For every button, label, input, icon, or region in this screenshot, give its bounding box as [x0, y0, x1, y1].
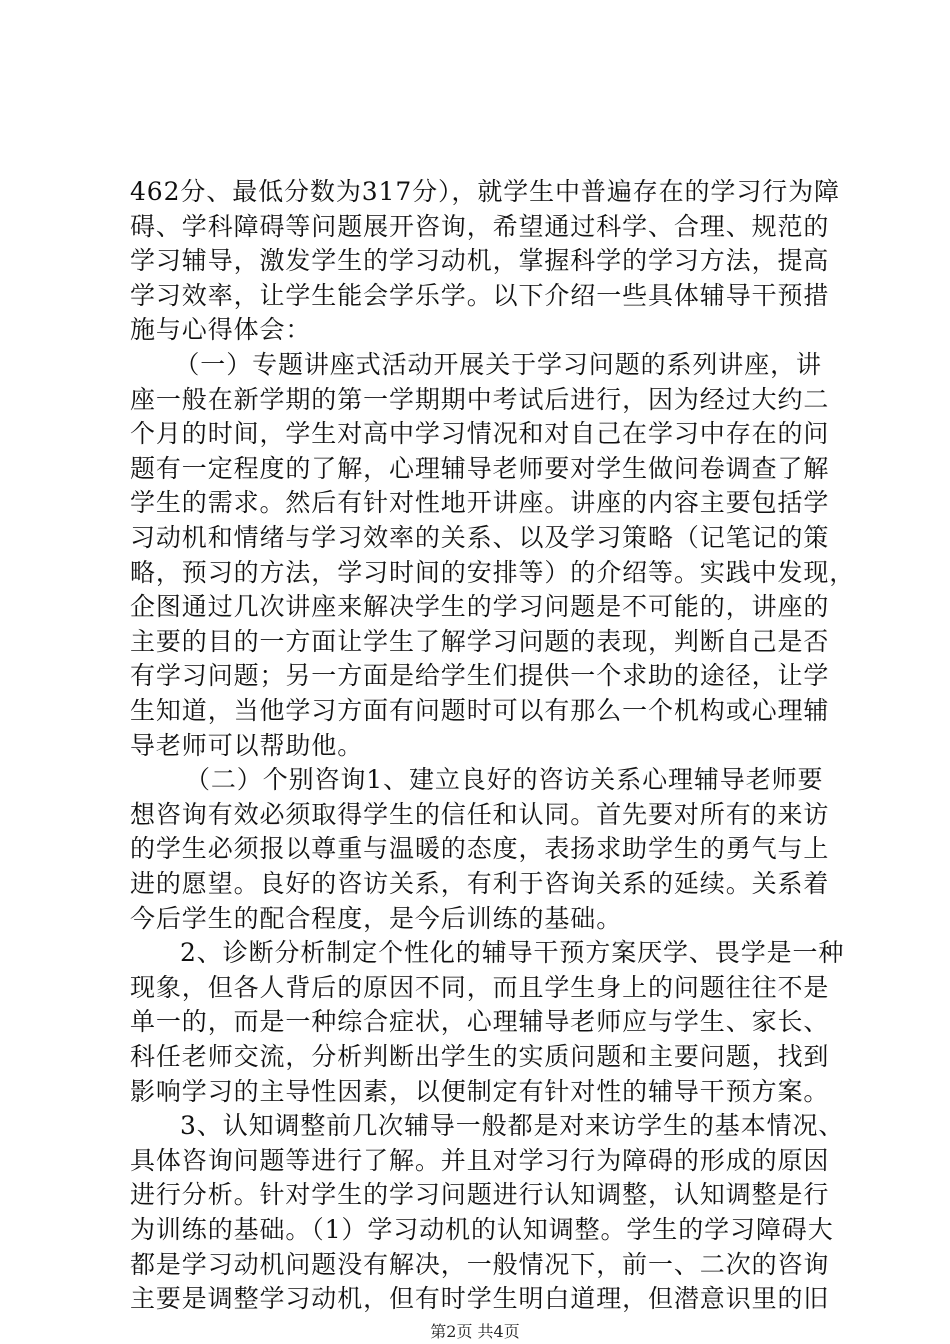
text-line: 题有一定程度的了解，心理辅导老师要对学生做问卷调查了解	[130, 453, 830, 483]
page-number-footer: 第2页 共4页	[430, 1322, 520, 1342]
text-line: （一）专题讲座式活动开展关于学习问题的系列讲座，讲	[161, 350, 822, 379]
text-line: 学习效率，让学生能会学乐学。以下介绍一些具体辅导干预措	[130, 280, 830, 310]
text-line: 想咨询有效必须取得学生的信任和认同。首先要对所有的来访	[130, 799, 830, 829]
text-line: 生知道，当他学习方面有问题时可以有那么一个机构或心理辅	[130, 696, 830, 725]
text-line: 学习辅导，激发学生的学习动机，掌握科学的学习方法，提高	[130, 246, 830, 276]
text-line: 单一的，而是一种综合症状，心理辅导老师应与学生、家长、	[130, 1007, 830, 1037]
text-line: 碍、学科障碍等问题展开咨询，希望通过科学、合理、规范的	[130, 211, 830, 241]
text-line: 的学生必须报以尊重与温暖的态度，表扬求助学生的勇气与上	[130, 834, 830, 864]
text-line: 今后学生的配合程度，是今后训练的基础。	[130, 903, 623, 933]
text-line: 2、诊断分析制定个性化的辅导干预方案厌学、畏学是一种	[180, 938, 845, 968]
text-line: 进的愿望。良好的咨访关系，有利于咨询关系的延续。关系着	[130, 869, 830, 898]
text-line: 影响学习的主导性因素，以便制定有针对性的辅导干预方案。	[130, 1076, 830, 1106]
text-line: 主要的目的一方面让学生了解学习问题的表现，判断自己是否	[130, 626, 830, 656]
text-line: 个月的时间，学生对高中学习情况和对自己在学习中存在的问	[130, 419, 830, 449]
text-line: 3、认知调整前几次辅导一般都是对来访学生的基本情况、	[180, 1111, 845, 1141]
text-line: 进行分析。针对学生的学习问题进行认知调整，认知调整是行	[130, 1180, 830, 1210]
text-line: 主要是调整学习动机，但有时学生明白道理，但潜意识里的旧	[130, 1284, 830, 1314]
text-line: 略，预习的方法，学习时间的安排等）的介绍等。实践中发现，	[130, 557, 856, 587]
text-line: 施与心得体会：	[130, 315, 312, 345]
text-line: 462分、最低分数为317分），就学生中普遍存在的学习行为障	[130, 177, 840, 206]
text-line: 现象，但各人背后的原因不同，而且学生身上的问题往往不是	[130, 972, 830, 1002]
text-line: 具体咨询问题等进行了解。并且对学习行为障碍的形成的原因	[130, 1145, 830, 1175]
text-line: （二）个别咨询1、建立良好的咨访关系心理辅导老师要	[185, 765, 824, 795]
text-line: 企图通过几次讲座来解决学生的学习问题是不可能的，讲座的	[130, 592, 830, 622]
text-line: 科任老师交流，分析判断出学生的实质问题和主要问题，找到	[130, 1042, 830, 1071]
text-line: 导老师可以帮助他。	[130, 730, 364, 760]
text-line: 学生的需求。然后有针对性地开讲座。讲座的内容主要包括学	[130, 488, 830, 518]
text-line: 为训练的基础。（1）学习动机的认知调整。学生的学习障碍大	[130, 1215, 834, 1244]
text-line: 有学习问题；另一方面是给学生们提供一个求助的途径，让学	[130, 661, 830, 691]
text-line: 座一般在新学期的第一学期期中考试后进行，因为经过大约二	[130, 384, 830, 414]
text-line: 习动机和情绪与学习效率的关系、以及学习策略（记笔记的策	[130, 523, 830, 552]
text-line: 都是学习动机问题没有解决，一般情况下，前一、二次的咨询	[130, 1249, 830, 1279]
